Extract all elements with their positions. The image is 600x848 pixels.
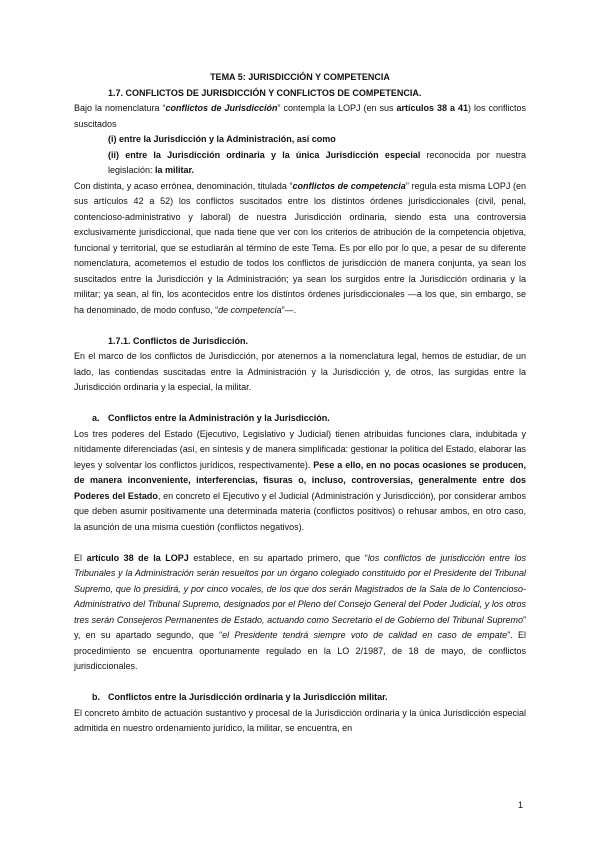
- spacer: [74, 396, 526, 412]
- text: , en concreto el Ejecutivo y el Judicial (Administración y Jurisdicción), por considerar ambos que deben asumir positivamente una determinada materia (conflictos positivos) o rehusar ambos, en otro caso, la asunción de una misma cuestión (conflictos negativos).: [74, 490, 526, 532]
- bold-text: la militar.: [155, 165, 195, 175]
- paragraph-4: [74, 427, 526, 536]
- bold-text: (ii) entre la Jurisdicción ordinaria y la única Jurisdicción especial: [108, 149, 421, 160]
- page-title: TEMA 5: JURISDICCIÓN Y COMPETENCIA: [210, 72, 390, 82]
- section-heading-1-7-1: 1.7.1. Conflictos de Jurisdicción.: [108, 335, 249, 346]
- paragraph-1: [74, 101, 526, 132]
- spacer: [74, 318, 526, 334]
- section-heading-1-7: 1.7. CONFLICTOS DE JURISDICCIÓN Y CONFLICTOS DE COMPETENCIA.: [108, 87, 422, 98]
- paragraph-6: El concreto ámbito de actuación sustantivo y procesal de la Jurisdicción ordinaria y la única Jurisdicción especial admitida en nuestro ordenamiento jurídico, la militar, se encuentra, en: [74, 707, 526, 733]
- page-number: 1: [518, 800, 524, 810]
- text: Con distinta, y acaso errónea, denominación, titulada “: [74, 180, 293, 191]
- list-item-i: (i) entre la Jurisdicción y la Administración, así como: [108, 134, 336, 144]
- list-label: a.: [92, 413, 100, 423]
- bold-text: artículo 38 de la LOPJ: [86, 552, 189, 563]
- heading-text: Conflictos entre la Jurisdicción ordinaria y la Jurisdicción militar.: [108, 692, 388, 702]
- text: ” regula esta misma LOPJ (en sus artículos 42 a 52) los conflictos suscitados entre los distintos órdenes jurisdiccionales (civil, penal, contencioso-administrativo y laboral) de nuestra Jurisdicción ordinaria, siendo esta una controversia exclusivamente jurisdiccional, que nada tiene que ver con los criterios de atribución de la competencia objetiva, funcional y territorial, que se estudiarán al término de este Tema. Es por ello por lo que, a pesar de su diferente nomenclatura, acometemos el estudio de todos los conflictos de jurisdicción de manera conjunta, ya sean los suscitados entre la Jurisdicción y la Administración; ya sean los surgidos entre la Jurisdicción ordinaria y la militar; ya sean, al fin, los acontecidos entre los distintos órdenes jurisdiccionales —a los que, sin embargo, se ha denominado, de modo confuso, “: [74, 180, 527, 315]
- emphasis: conflictos de Jurisdicción: [165, 103, 278, 113]
- paragraph-3: En el marco de los conflictos de Jurisdicción, por atenernos a la nomenclatura legal, hemos de estudiar, de un lado, las contiendas suscitadas entre la Administración y la Jurisdicción y, de otros, las surgidas entre la Jurisdicción ordinaria y la especial, la militar.: [74, 351, 526, 392]
- list-item-ii: [74, 148, 526, 179]
- spacer: [74, 535, 526, 551]
- text: Los tres poderes del Estado (Ejecutivo, Legislativo y Judicial) tienen atribuidas funciones clara, indubitada y nítidamente diferenciadas (así, en síntesis y de manera simplificada: gestionar la política del Estado, elaborar las leyes y solventar los conflictos jurídicos, respectivamente).: [74, 428, 526, 470]
- text: ”. El procedimiento se encuentra oportunamente regulado en la LO 2/1987, de 18 de mayo, de conflictos jurisdiccionales.: [74, 630, 526, 671]
- text: Bajo la nomenclatura “: [74, 103, 166, 113]
- section-heading-a: [74, 411, 526, 427]
- bold-text: Pese a ello, en no pocas ocasiones se producen, de manera inconveniente, interferencias, fisuras o, incluso, controversias, generalmente entre dos Poderes del Estado: [74, 459, 526, 501]
- paragraph-2: [74, 179, 526, 319]
- text: ” contempla la LOPJ (en sus: [277, 103, 397, 113]
- paragraph-5: [74, 551, 526, 675]
- emphasis: de competencia: [218, 304, 282, 315]
- list-label: b.: [92, 692, 100, 702]
- bold-text: artículos 38 a 41: [396, 103, 468, 113]
- text: ) los conflictos suscitados: [74, 103, 526, 129]
- text: ”—.: [281, 304, 297, 315]
- document-body: [74, 70, 526, 737]
- emphasis: conflictos de competencia: [292, 180, 406, 191]
- quote-text: el Presidente tendrá siempre voto de calidad en caso de empate: [222, 630, 508, 640]
- text: El: [74, 552, 87, 563]
- quote-text: los conflictos de jurisdicción entre los Tribunales y la Administración serán resueltos por un órgano colegiado constituido por el Presidente del Tribunal Supremo, que lo presidirá, y por cinco vocales, de los que dos serán Magistrados de la Sala de lo Contencioso-Administrativo del Tribunal Supremo, designados por el Pleno del Consejo General del Poder Judicial, y los otros tres serán Consejeros Permanentes de Estado, actuando como Secretario el de Gobierno del Tribunal Supremo: [74, 552, 526, 625]
- spacer: [74, 675, 526, 691]
- text: ” y, en su apartado segundo, que “: [74, 614, 526, 640]
- heading-text: Conflictos entre la Administración y la Jurisdicción.: [108, 413, 330, 423]
- text: establece, en su apartado primero, que “: [188, 552, 368, 563]
- text: reconocida por nuestra legislación:: [108, 149, 526, 175]
- section-heading-b: [74, 690, 526, 706]
